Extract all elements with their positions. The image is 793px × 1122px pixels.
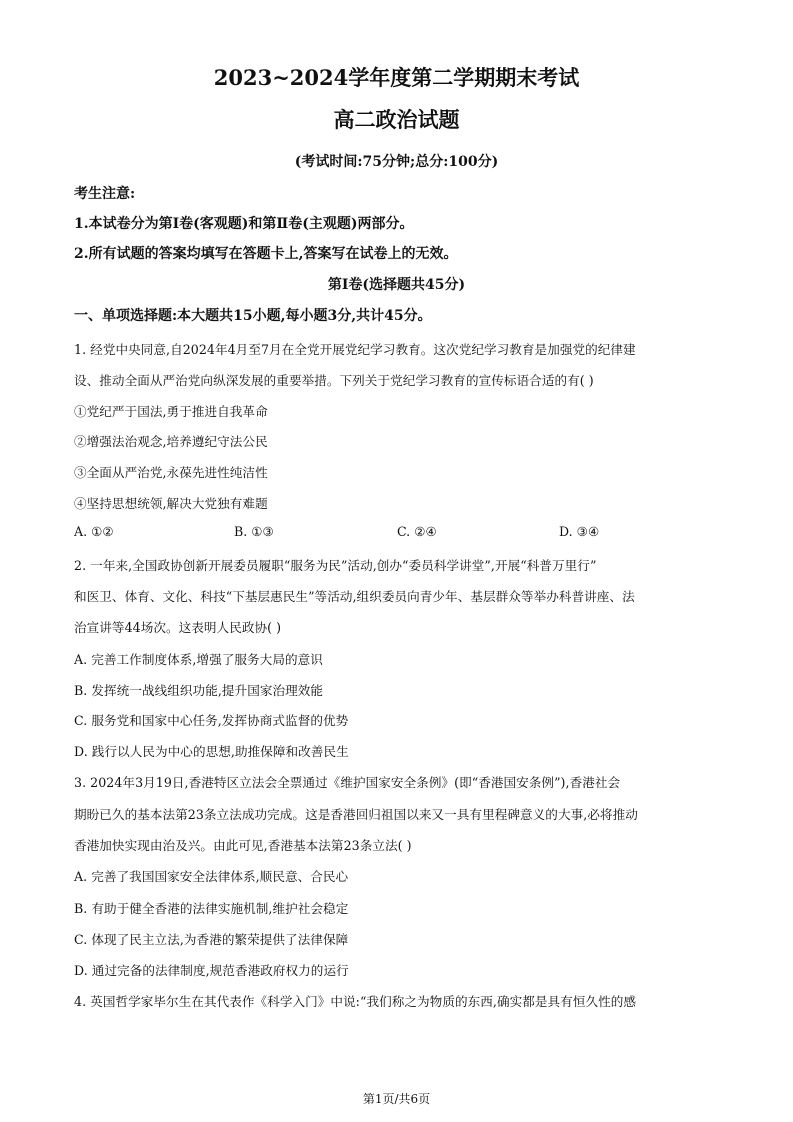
exam-info: (考试时间:75分钟;总分:100分) xyxy=(294,154,499,170)
notice-item-1: 1.本试卷分为第Ⅰ卷(客观题)和第Ⅱ卷(主观题)两部分。 xyxy=(74,216,414,232)
q3-option-b: B. 有助于健全香港的法律实施机制,维护社会稳定 xyxy=(74,901,349,916)
q2-line-1: 2. 一年来,全国政协创新开展委员履职“服务为民”活动,创办“委员科学讲堂”,开展“科普万里行” xyxy=(74,558,597,573)
q3-line-3: 香港加快实现由治及兴。由此可见,香港基本法第23条立法( ) xyxy=(74,838,412,853)
part1-heading: 第Ⅰ卷(选择题共45分) xyxy=(327,277,466,293)
q3-line-2: 期盼已久的基本法第23条立法成功完成。这是香港回归祖国以来又一具有里程碑意义的大事,必将推动 xyxy=(74,807,638,822)
q3-option-d: D. 通过完备的法律制度,规范香港政府权力的运行 xyxy=(74,963,349,978)
q1-option-b: B. ①③ xyxy=(234,524,274,539)
page-footer: 第1页/共6页 xyxy=(362,1092,431,1106)
exam-subtitle: 高二政治试题 xyxy=(333,107,460,132)
q1-option-d: D. ③④ xyxy=(559,524,600,539)
q2-option-d: D. 践行以人民为中心的思想,助推保障和改善民生 xyxy=(74,744,349,759)
q1-line-1: 1. 经党中央同意,自2024年4月至7月在全党开展党纪学习教育。这次党纪学习教育是加强党的纪律建 xyxy=(74,342,636,357)
q1-line-2: 设、推动全面从严治党向纵深发展的重要举措。下列关于党纪学习教育的宣传标语合适的有( ) xyxy=(74,373,594,388)
q1-option-c: C. ②④ xyxy=(397,524,437,539)
q1-statement-4: ④坚持思想统领,解决大党独有难题 xyxy=(74,496,268,511)
notice-item-2: 2.所有试题的答案均填写在答题卡上,答案写在试卷上的无效。 xyxy=(74,246,458,262)
q2-line-3: 治宣讲等44场次。这表明人民政协( ) xyxy=(74,620,282,635)
q1-statement-3: ③全面从严治党,永葆先进性纯洁性 xyxy=(74,465,268,480)
q2-option-b: B. 发挥统一战线组织功能,提升国家治理效能 xyxy=(74,683,324,698)
exam-title: 2023~2024学年度第二学期期末考试 xyxy=(213,65,580,90)
q2-line-2: 和医卫、体育、文化、科技“下基层惠民生”等活动,组织委员向青少年、基层群众等举办科普讲座、法 xyxy=(74,589,635,604)
notice-heading: 考生注意: xyxy=(74,186,136,202)
q1-statement-1: ①党纪严于国法,勇于推进自我革命 xyxy=(74,404,268,419)
q2-option-a: A. 完善工作制度体系,增强了服务大局的意识 xyxy=(74,652,323,667)
section-heading: 一、单项选择题:本大题共15小题,每小题3分,共计45分。 xyxy=(74,308,432,324)
q3-line-1: 3. 2024年3月19日,香港特区立法会全票通过《维护国家安全条例》(即“香港国安条例”),香港社会 xyxy=(74,775,621,790)
q1-option-a: A. ①② xyxy=(74,524,114,539)
q1-statement-2: ②增强法治观念,培养遵纪守法公民 xyxy=(74,434,268,449)
q2-option-c: C. 服务党和国家中心任务,发挥协商式监督的优势 xyxy=(74,713,349,728)
q4-line-1: 4. 英国哲学家毕尔生在其代表作《科学入门》中说:“我们称之为物质的东西,确实都是具有恒久性的感 xyxy=(74,994,637,1009)
q3-option-a: A. 完善了我国国家安全法律体系,顺民意、合民心 xyxy=(74,869,349,884)
q3-option-c: C. 体现了民主立法,为香港的繁荣提供了法律保障 xyxy=(74,932,349,947)
